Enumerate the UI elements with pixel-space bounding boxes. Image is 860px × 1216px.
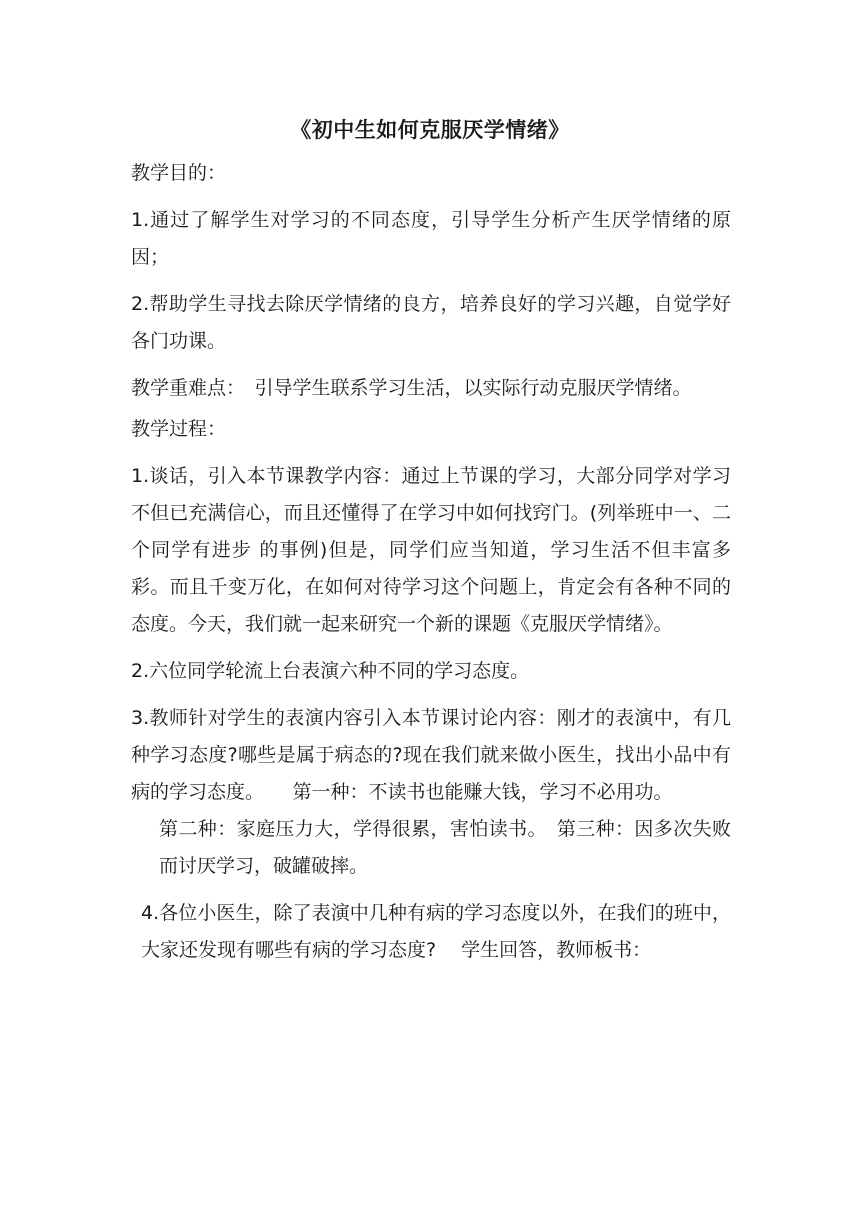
paragraph-step-1: 1.谈话，引入本节课教学内容：通过上节课的学习，大部分同学对学习不但已充满信心，而且还懂得了在学习中如何找窍门。(列举班中一、二个同学有进步 的事例)但是，同学们应当知道，学习生活不但丰富多彩。而且千变万化，在如何对待学习这个问题上，肯定会有各种不同的态度。今天，我们就一起来研究一个新的课题《克服厌学情绪》。 <box>131 465 731 635</box>
paragraph-teaching-goal-heading: 教学目的： <box>131 162 227 184</box>
paragraph-key-points: 教学重难点： 引导学生联系学习生活，以实际行动克服厌学情绪。 <box>131 377 692 399</box>
paragraph-step-3-continued: 第二种：家庭压力大，学得很累，害怕读书。 第三种：因多次失败而讨厌学习，破罐破摔。 <box>159 818 731 877</box>
paragraph-step-4: 4.各位小医生，除了表演中几种有病的学习态度以外，在我们的班中，大家还发现有哪些有病的学习态度? 学生回答，教师板书： <box>141 902 731 961</box>
paragraph-step-2: 2.六位同学轮流上台表演六种不同的学习态度。 <box>131 660 530 682</box>
paragraph-goal-2: 2.帮助学生寻找去除厌学情绪的良方，培养良好的学习兴趣，自觉学好各门功课。 <box>131 293 731 352</box>
document-title: 《初中生如何克服厌学情绪》 <box>290 118 570 142</box>
document-body <box>131 155 731 979</box>
paragraph-goal-1: 1.通过了解学生对学习的不同态度，引导学生分析产生厌学情绪的原因； <box>131 209 731 268</box>
paragraph-process-heading: 教学过程： <box>131 418 227 440</box>
paragraph-step-3: 3.教师针对学生的表演内容引入本节课讨论内容：刚才的表演中，有几种学习态度?哪些是属于病态的?现在我们就来做小医生，找出小品中有病的学习态度。 第一种：不读书也能赚大钱，学习不必用功。 <box>131 707 731 803</box>
